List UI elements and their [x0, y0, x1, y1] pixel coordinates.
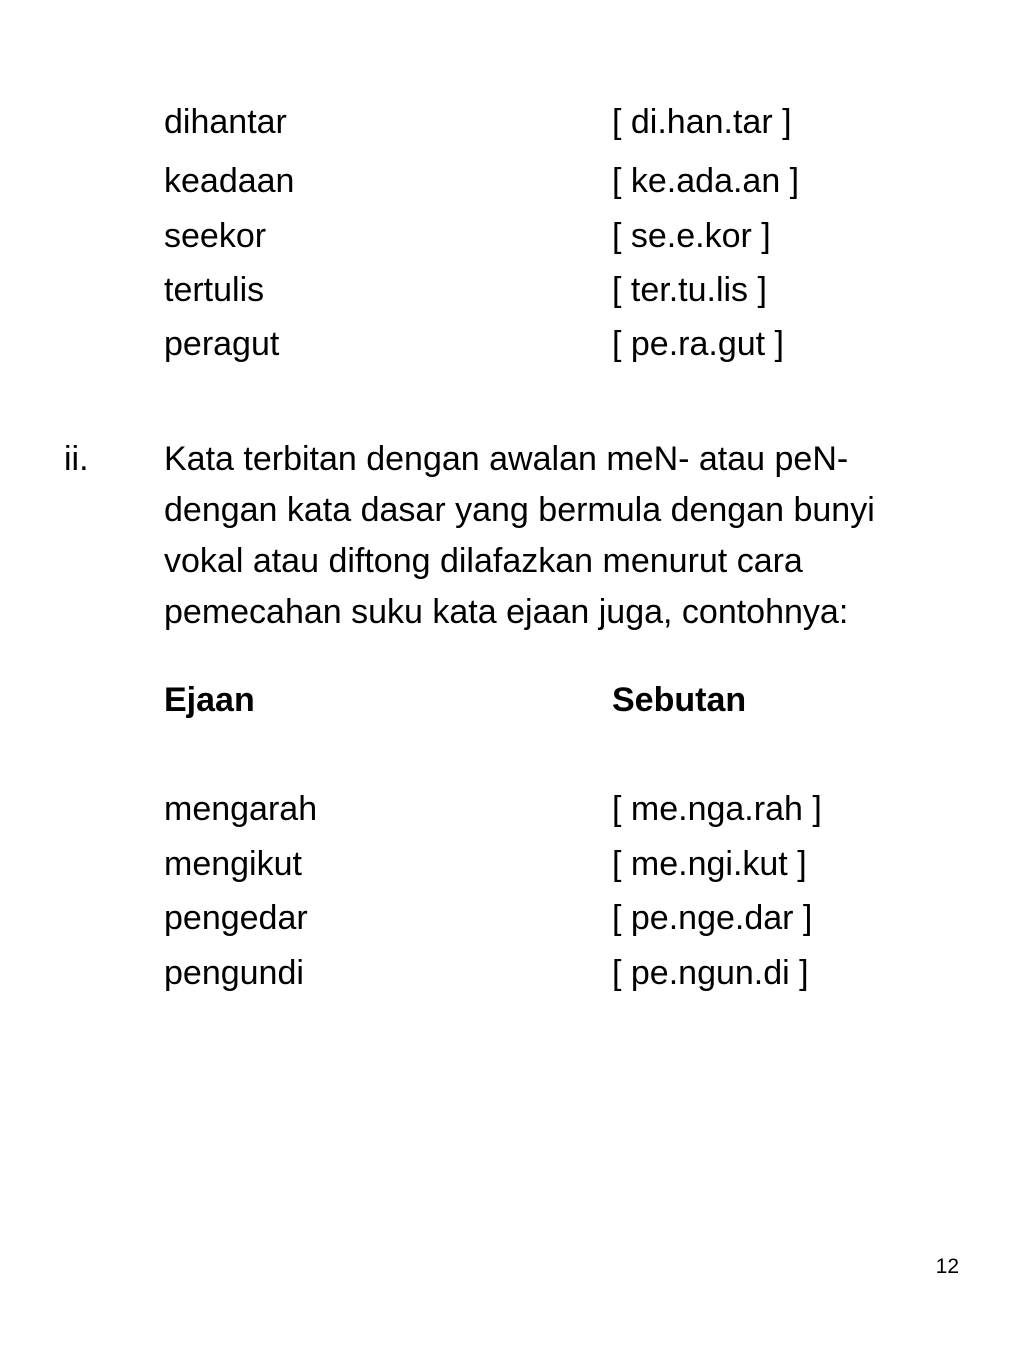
- word-sebutan: [ se.e.kor ]: [612, 217, 771, 255]
- word-sebutan: [ pe.ngun.di ]: [612, 954, 809, 992]
- word-ejaan: tertulis: [164, 271, 265, 309]
- page-number: 12: [935, 1255, 959, 1278]
- section-marker: ii.: [64, 440, 89, 478]
- word-ejaan: pengedar: [164, 899, 308, 937]
- word-ejaan: peragut: [164, 325, 280, 363]
- paragraph-line: pemecahan suku kata ejaan juga, contohnya:: [164, 593, 849, 631]
- paragraph-line: Kata terbitan dengan awalan meN- atau peN-: [164, 440, 849, 478]
- word-sebutan: [ ke.ada.an ]: [612, 162, 800, 200]
- paragraph-line: vokal atau diftong dilafazkan menurut cara: [164, 542, 803, 580]
- word-ejaan: dihantar: [164, 103, 287, 141]
- word-sebutan: [ ter.tu.lis ]: [612, 271, 767, 309]
- word-sebutan: [ di.han.tar ]: [612, 103, 792, 141]
- word-ejaan: seekor: [164, 217, 267, 255]
- word-ejaan: mengarah: [164, 790, 318, 828]
- word-sebutan: [ me.ngi.kut ]: [612, 845, 807, 883]
- word-sebutan: [ pe.ra.gut ]: [612, 325, 784, 363]
- word-sebutan: [ me.nga.rah ]: [612, 790, 822, 828]
- word-ejaan: keadaan: [164, 162, 295, 200]
- paragraph-line: dengan kata dasar yang bermula dengan bunyi: [164, 491, 875, 529]
- word-ejaan: pengundi: [164, 954, 304, 992]
- header-sebutan: Sebutan: [612, 681, 747, 719]
- word-ejaan: mengikut: [164, 845, 302, 883]
- word-sebutan: [ pe.nge.dar ]: [612, 899, 813, 937]
- header-ejaan: Ejaan: [164, 681, 255, 719]
- section-paragraph: [164, 434, 984, 638]
